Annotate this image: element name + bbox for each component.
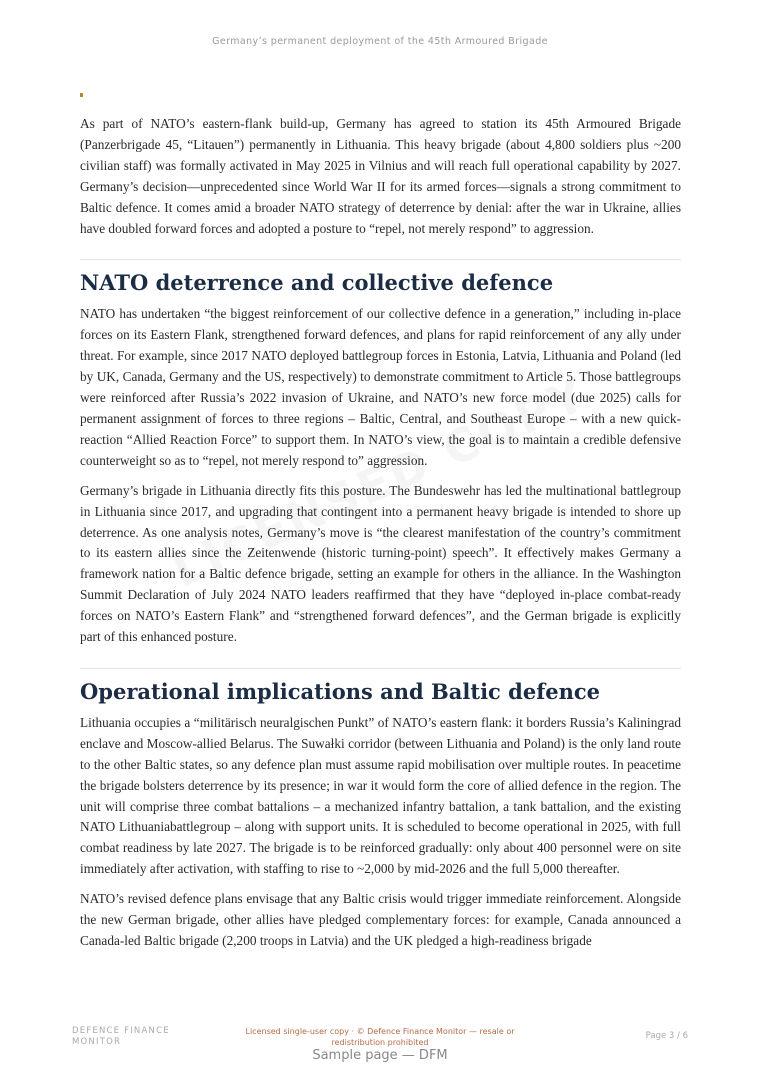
body-paragraph: Lithuania occupies a “militärisch neuralgischen Punkt” of NATO’s eastern flank: it borders Russia’s Kaliningrad enclave and Moscow-allied Belarus. The Suwałki corridor (between Lithuania and Poland) is the only land route to the other Baltic states, so any defence plan must assume rapid mobilisation over multiple routes. In peacetime the brigade bolsters deterrence by its presence; in war it would form the core of allied defence in the region. The unit will comprise three combat battalions – a mechanized infantry battalion, a tank battalion, and the existing NATO Lithuaniabattlegroup – along with support units. It is scheduled to become operational in 2025, with full combat readiness by late 2027. The brigade is to be reinforced gradually: only about 400 personnel were on site immediately after activation, with staffing to rise to ~2,000 by mid-2026 and the full 5,000 thereafter. xyxy=(80,714,681,877)
publisher-name xyxy=(72,1026,170,1048)
page-number: Page 3 / 6 xyxy=(645,1031,688,1041)
article-body xyxy=(80,114,681,952)
license-notice: Licensed single-user copy · © Defence Finance Monitor — resale or redistribution prohibited xyxy=(245,1027,515,1047)
body-paragraph: Germany’s brigade in Lithuania directly fits this posture. The Bundeswehr has led the multinational battlegroup in Lithuania since 2017, and upgrading that contingent into a permanent heavy brigade is intended to shore up deterrence. As one analysis notes, Germany’s move is “the clearest manifestation of the country’s commitment to its eastern allies since the Zeitenwende (historic turning-point) speech”. It effectively makes Germany a framework nation for a Baltic defence brigade, setting an example for others in the alliance. In the Washington Summit Declaration of July 2024 NATO leaders reaffirmed that they have “deployed in-place combat-ready forces on NATO’s Eastern Flank” and “strengthened forward defences”, and the German brigade is explicitly part of this enhanced posture. xyxy=(80,482,681,645)
publisher-name-line-1: DEFENCE FINANCE xyxy=(72,1026,170,1036)
section-divider xyxy=(80,668,681,669)
intro-paragraph: As part of NATO’s eastern-flank build-up, Germany has agreed to station its 45th Armoured Brigade (Panzerbrigade 45, “Litauen”) permanently in Lithuania. This heavy brigade (about 4,800 soldiers plus ~200 civilian staff) was formally activated in May 2025 in Vilnius and will reach full operational capability by 2027. Germany’s decision—unprecedented since World War II for its armed forces—signals a strong commitment to Baltic defence. It comes amid a broader NATO strategy of deterrence by denial: after the war in Ukraine, allies have doubled forward forces and adopted a posture to “repel, not merely respond” to aggression. xyxy=(80,116,681,236)
body-paragraph: NATO’s revised defence plans envisage that any Baltic crisis would trigger immediate reinforcement. Alongside the new German brigade, other allies have pledged complementary forces: for example, Canada announced a Canada-led Baltic brigade (2,200 troops in Latvia) and the UK pledged a high-readiness brigade xyxy=(80,891,681,948)
sample-page-label: Sample page — DFM xyxy=(312,1048,448,1063)
publisher-name-line-2: MONITOR xyxy=(72,1037,122,1047)
section-heading-operational-implications: Operational implications and Baltic defence xyxy=(80,678,601,704)
accent-mark xyxy=(80,93,83,97)
body-paragraph: NATO has undertaken “the biggest reinforcement of our collective defence in a generation,” including in-place forces on its Eastern Flank, strengthened forward defences, and plans for rapid reinforcement of any ally under threat. For example, since 2017 NATO deployed battlegroup forces in Estonia, Latvia, Lithuania and Poland (led by UK, Canada, Germany and the US, respectively) to demonstrate commitment to Article 5. Those battlegroups were reinforced after Russia’s 2022 invasion of Ukraine, and NATO’s new force model (due 2025) calls for permanent assignment of forces to three regions – Baltic, Central, and Southeast Europe – with a new quick-reaction “Allied Reaction Force” to support them. In NATO’s view, the goal is to maintain a credible defensive counterweight so as to “repel, not merely respond to” aggression. xyxy=(80,306,681,468)
running-header: Germany’s permanent deployment of the 45th Armoured Brigade xyxy=(212,36,548,47)
section-divider xyxy=(80,259,681,260)
section-heading-nato-deterrence: NATO deterrence and collective defence xyxy=(80,270,554,296)
